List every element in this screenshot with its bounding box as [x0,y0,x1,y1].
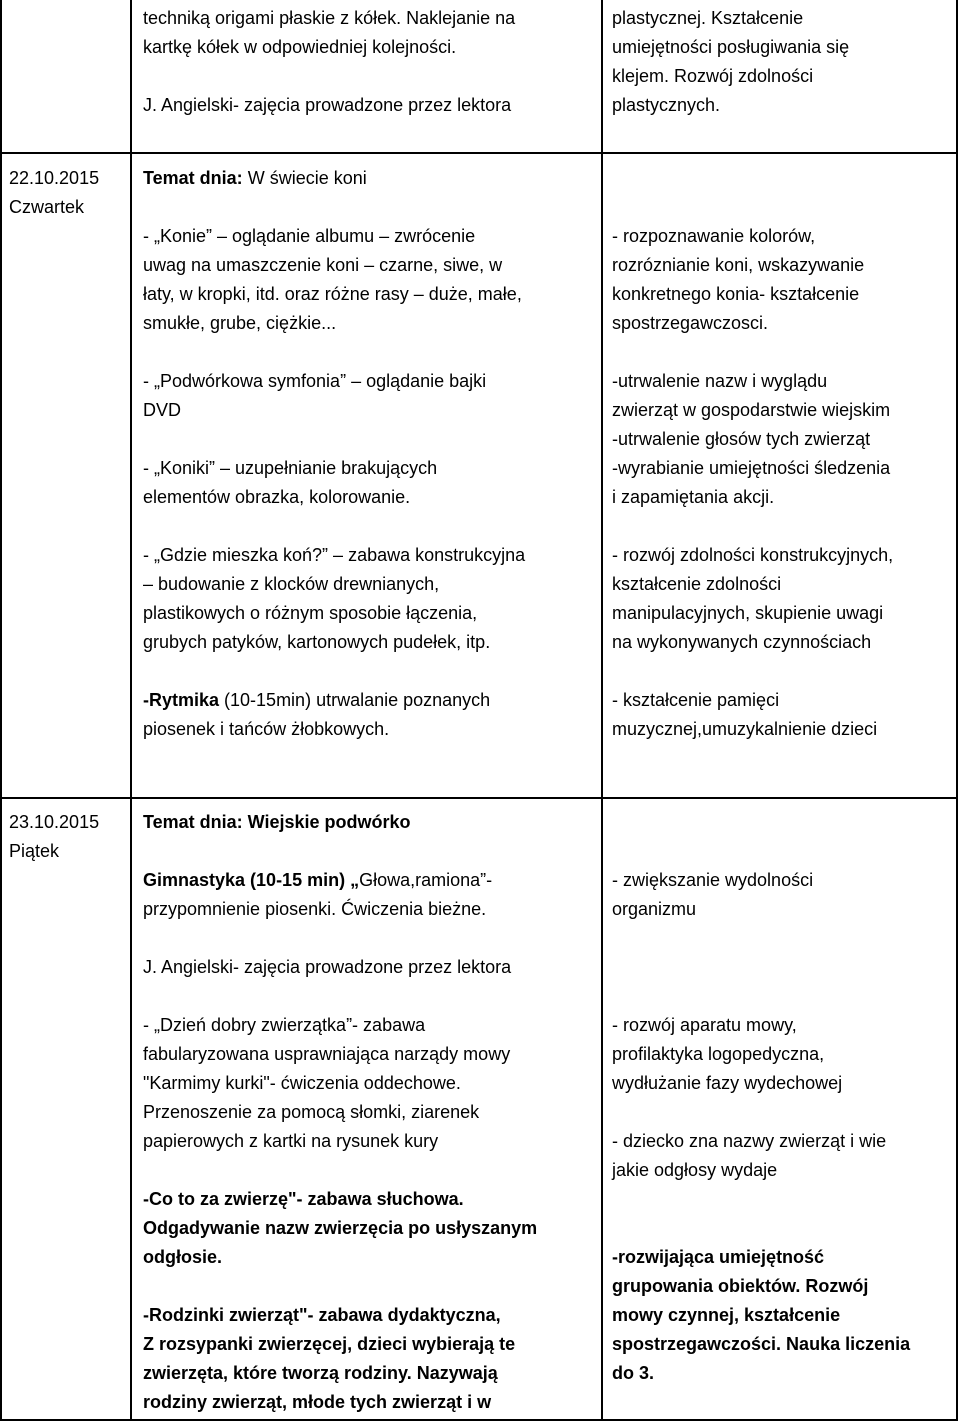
text-line: plastikowych o różnym sposobie łączenia, [143,603,478,623]
text-line: piosenek i tańców żłobkowych. [143,719,390,739]
date: 23.10.2015 [9,812,100,832]
text-line: kartkę kółek w odpowiedniej kolejności. [143,37,457,57]
text-line: techniką origami płaskie z kółek. Naklejanie na [143,8,516,28]
text-line: na wykonywanych czynnościach [612,632,872,652]
text-line: grupowania obiektów. Rozwój [612,1276,869,1296]
friday-goals-cell [612,866,954,1388]
text-line: i zapamiętania akcji. [612,487,775,507]
english-class-note: J. Angielski- zajęcia prowadzone przez lektora [143,95,512,115]
text-line: rozróznianie koni, wskazywanie [612,255,865,275]
text-line: papierowych z kartki na rysunek kury [143,1131,439,1151]
text-line: profilaktyka logopedyczna, [612,1044,825,1064]
text-line: DVD [143,400,182,420]
theme-value: W świecie koni [247,168,367,188]
weekday: Czwartek [9,197,85,217]
column-divider-2 [601,0,603,1421]
text-line: Z rozsypanki zwierzęcej, dzieci wybierają te [143,1334,516,1354]
text-line: - „Koniki” – uzupełnianie brakujących [143,458,438,478]
gym-text: Głowa,ramiona”- [359,870,493,890]
text-line: łaty, w kropki, itd. oraz różne rasy – duże, małe, [143,284,522,304]
text-line: -utrwalenie nazw i wyglądu [612,371,828,391]
text-line: -rozwijająca umiejętność [612,1247,825,1267]
text-line: – budowanie z klocków drewnianych, [143,574,440,594]
thursday-goals-cell [612,222,954,744]
text-line: Odgadywanie nazw zwierzęcia po usłyszanym [143,1218,538,1238]
thursday-date-cell [9,164,121,222]
text-line: - rozwój zdolności konstrukcyjnych, [612,545,894,565]
text-line: elementów obrazka, kolorowanie. [143,487,411,507]
text-line: Przenoszenie za pomocą słomki, ziarenek [143,1102,480,1122]
rytmika-line [143,686,597,715]
text-line: zwierząt w gospodarstwie wiejskim [612,400,891,420]
text-line: -Rodzinki zwierząt"- zabawa dydaktyczna, [143,1305,501,1325]
text-line: uwag na umaszczenie koni – czarne, siwe, w [143,255,503,275]
text-line: -wyrabianie umiejętności śledzenia [612,458,891,478]
text-line: -Co to za zwierzę"- zabawa słuchowa. [143,1189,464,1209]
text-line: plastycznej. Kształcenie [612,8,804,28]
rytmika-text: (10-15min) utrwalanie poznanych [219,690,491,710]
text-line: fabularyzowana usprawniająca narządy mowy [143,1044,511,1064]
day-theme [143,164,597,193]
english-class-note: J. Angielski- zajęcia prowadzone przez lektora [143,957,512,977]
text-line: konkretnego konia- kształcenie [612,284,860,304]
text-line: "Karmimy kurki"- ćwiczenia oddechowe. [143,1073,461,1093]
text-line: muzycznej,umuzykalnienie dzieci [612,719,878,739]
thursday-activities-cell [143,164,597,744]
row-divider-1 [0,152,958,154]
day-theme: Temat dnia: Wiejskie podwórko [143,812,411,832]
friday-activities-cell [143,808,597,1417]
rytmika-label: -Rytmika [143,690,220,710]
text-line: klejem. Rozwój zdolności [612,66,814,86]
text-line: jakie odgłosy wydaje [612,1160,778,1180]
text-line: zwierzęta, które tworzą rodziny. Nazywają [143,1363,498,1383]
text-line: -utrwalenie głosów tych zwierząt [612,429,871,449]
weekday: Piątek [9,841,60,861]
text-line: - rozwój aparatu mowy, [612,1015,797,1035]
text-line: spostrzegawczosci. [612,313,769,333]
text-line: - „Dzień dobry zwierzątka”- zabawa [143,1015,426,1035]
text-line: grubych patyków, kartonowych pudełek, itp. [143,632,491,652]
date: 22.10.2015 [9,168,100,188]
text-line: mowy czynnej, kształcenie [612,1305,841,1325]
text-line: kształcenie zdolności [612,574,782,594]
row-top-main-cell [143,4,597,120]
text-line: - dziecko zna nazwy zwierząt i wie [612,1131,887,1151]
gym-line [143,866,597,895]
column-divider-1 [130,0,132,1421]
text-line: plastycznych. [612,95,721,115]
friday-date-cell [9,808,121,866]
text-line: spostrzegawczości. Nauka liczenia [612,1334,911,1354]
text-line: - rozpoznawanie kolorów, [612,226,816,246]
text-line: - „Podwórkowa symfonia” – oglądanie bajki [143,371,487,391]
text-line: przypomnienie piosenki. Ćwiczenia bieżne. [143,899,487,919]
text-line: - kształcenie pamięci [612,690,780,710]
text-line: - „Gdzie mieszka koń?” – zabawa konstrukcyjna [143,545,526,565]
text-line: manipulacyjnych, skupienie uwagi [612,603,884,623]
text-line: odgłosie. [143,1247,223,1267]
text-line: umiejętności posługiwania się [612,37,850,57]
row-top-goal-cell [612,4,954,120]
row-divider-2 [0,797,958,799]
table-border-left [0,0,2,1421]
gym-label: Gimnastyka (10-15 min) „ [143,870,360,890]
text-line: organizmu [612,899,697,919]
text-line: rodziny zwierząt, młode tych zwierząt i w [143,1392,492,1412]
table-border-right [956,0,958,1421]
text-line: smukłe, grube, ciężkie... [143,313,337,333]
text-line: do 3. [612,1363,655,1383]
text-line: wydłużanie fazy wydechowej [612,1073,843,1093]
text-line: - zwiększanie wydolności [612,870,814,890]
theme-label: Temat dnia: [143,168,243,188]
text-line: - „Konie” – oglądanie albumu – zwrócenie [143,226,476,246]
